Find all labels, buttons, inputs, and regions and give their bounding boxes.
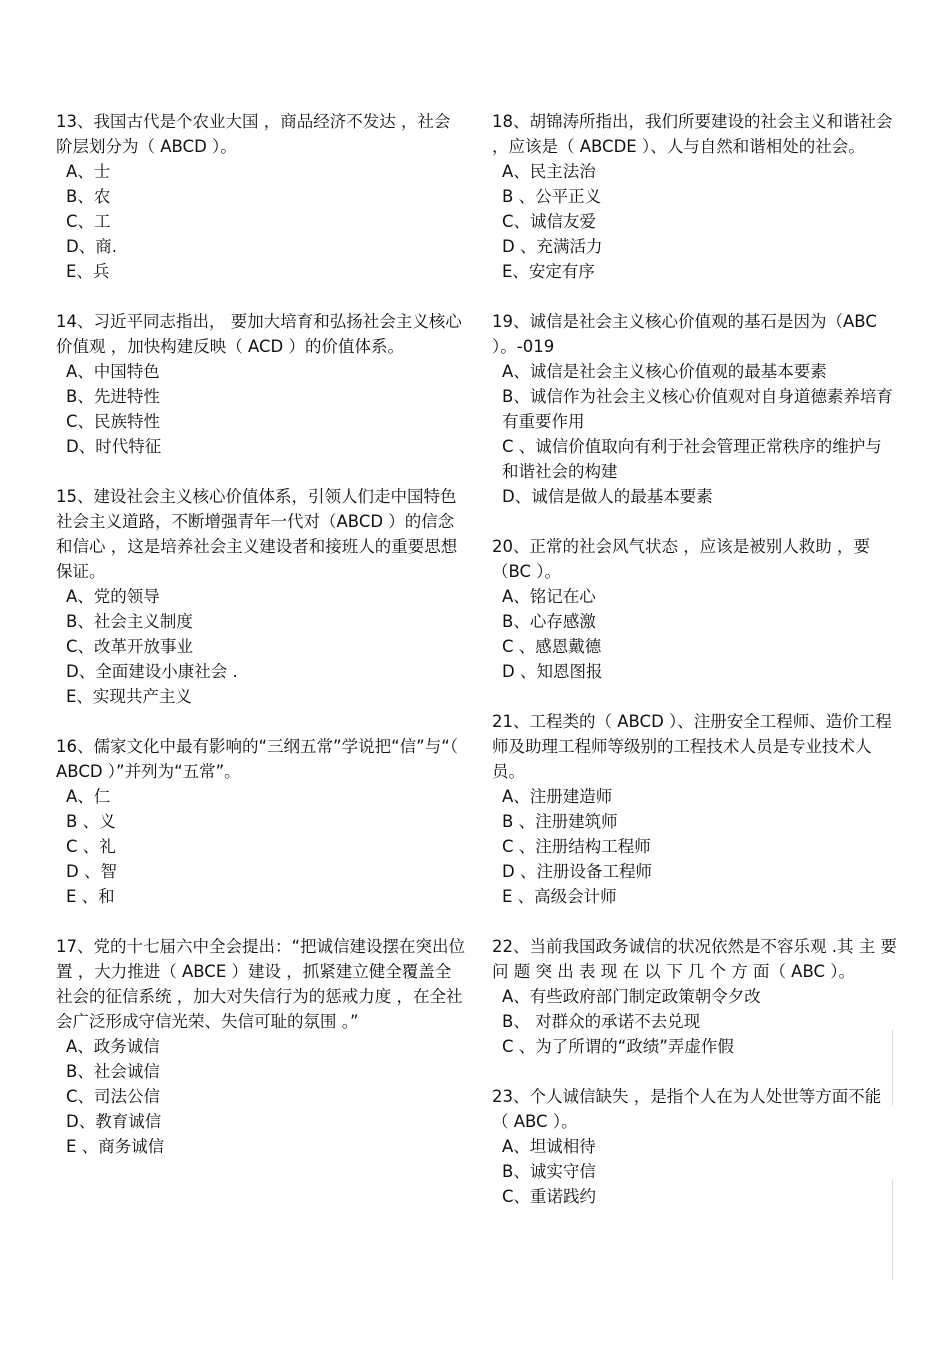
answer-option: C 、为了所谓的“政绩”弄虚作假 bbox=[502, 1037, 734, 1056]
question-block bbox=[56, 934, 466, 1159]
question-block bbox=[492, 109, 897, 284]
answer-option: C、改革开放事业 bbox=[66, 637, 194, 656]
answer-option: D、全面建设小康社会 . bbox=[66, 662, 238, 681]
answer-option: D、诚信是做人的最基本要素 bbox=[502, 487, 713, 506]
answer-option: B 、公平正义 bbox=[502, 187, 602, 206]
question-block bbox=[56, 109, 466, 284]
answer-option: D 、知恩图报 bbox=[502, 662, 603, 681]
answer-option: C 、诚信价值取向有利于社会管理正常秩序的维护与和谐社会的构建 bbox=[502, 437, 882, 481]
question-stem: 18、胡锦涛所指出，我们所要建设的社会主义和谐社会 ，应该是（ ABCDE ）、人与自然和谐相处的社会。 bbox=[492, 112, 893, 156]
question-stem: 15、建设社会主义核心价值体系，引领人们走中国特色社会主义道路，不断增强青年一代对（ABCD ）的信念和信心 ，这是培养社会主义建设者和接班人的重要思想保证。 bbox=[56, 487, 458, 581]
question-stem: 21、工程类的（ ABCD ）、注册安全工程师、造价工程师及助理工程师等级别的工程技术人员是专业技术人员。 bbox=[492, 712, 892, 781]
question-block bbox=[492, 934, 897, 1059]
question-block bbox=[492, 309, 897, 509]
answer-option: C 、礼 bbox=[66, 837, 116, 856]
answer-option: B、诚实守信 bbox=[502, 1162, 596, 1181]
answer-option: C、诚信友爱 bbox=[502, 212, 597, 231]
answer-option: D 、智 bbox=[66, 862, 117, 881]
answer-option: E 、和 bbox=[66, 887, 115, 906]
answer-option: D 、注册设备工程师 bbox=[502, 862, 652, 881]
answer-option: B、心存感激 bbox=[502, 612, 596, 631]
answer-option: A、民主法治 bbox=[502, 162, 596, 181]
answer-option: A、士 bbox=[66, 162, 111, 181]
answer-option: A、有些政府部门制定政策朝令夕改 bbox=[502, 987, 761, 1006]
answer-option: A、注册建造师 bbox=[502, 787, 613, 806]
question-stem: 19、诚信是社会主义核心价值观的基石是因为（ABC ）。-019 bbox=[492, 312, 877, 356]
answer-option: C 、注册结构工程师 bbox=[502, 837, 651, 856]
question-block bbox=[56, 484, 466, 709]
question-stem: 13、我国古代是个农业大国 ，商品经济不发达 ，社会阶层划分为（ ABCD ）。 bbox=[56, 112, 451, 156]
answer-option: E 、高级会计师 bbox=[502, 887, 617, 906]
answer-option: D、教育诚信 bbox=[66, 1112, 162, 1131]
question-block bbox=[492, 709, 897, 909]
answer-option: A、铭记在心 bbox=[502, 587, 596, 606]
answer-option: A、党的领导 bbox=[66, 587, 160, 606]
question-block bbox=[56, 734, 466, 909]
answer-option: E 、商务诚信 bbox=[66, 1137, 165, 1156]
answer-option: E、安定有序 bbox=[502, 262, 595, 281]
question-stem: 14、习近平同志指出， 要加大培育和弘扬社会主义核心价值观 ，加快构建反映（ ACD ）的价值体系。 bbox=[56, 312, 462, 356]
answer-option: A、诚信是社会主义核心价值观的最基本要素 bbox=[502, 362, 827, 381]
question-stem: 16、儒家文化中最有影响的“三纲五常”学说把“信”与“（ ABCD ）”并列为“五常”。 bbox=[56, 737, 458, 781]
answer-option: B、诚信作为社会主义核心价值观对自身道德素养培育有重要作用 bbox=[502, 387, 893, 431]
answer-option: B、农 bbox=[66, 187, 111, 206]
answer-option: C 、感恩戴德 bbox=[502, 637, 602, 656]
scan-artifact-line bbox=[892, 1030, 893, 1105]
answer-option: C、民族特性 bbox=[66, 412, 161, 431]
answer-option: A、仁 bbox=[66, 787, 111, 806]
question-stem: 23、个人诚信缺失 ，是指个人在为人处世等方面不能（ ABC ）。 bbox=[492, 1087, 882, 1131]
answer-option: C、工 bbox=[66, 212, 111, 231]
answer-option: E、实现共产主义 bbox=[66, 687, 192, 706]
right-column bbox=[492, 109, 897, 1234]
answer-option: C、司法公信 bbox=[66, 1087, 161, 1106]
answer-option: D 、充满活力 bbox=[502, 237, 603, 256]
question-block bbox=[56, 309, 466, 459]
answer-option: A、政务诚信 bbox=[66, 1037, 160, 1056]
left-column bbox=[56, 109, 466, 1184]
question-stem: 17、党的十七届六中全会提出：“把诚信建设摆在突出位置 ，大力推进（ ABCE ）建设 ，抓紧建立健全覆盖全社会的征信系统 ，加大对失信行为的惩戒力度 ，在全社会广泛形成守信光荣、失信可耻的氛围 。” bbox=[56, 937, 466, 1031]
answer-option: D、商. bbox=[66, 237, 117, 256]
answer-option: C、重诺践约 bbox=[502, 1187, 597, 1206]
answer-option: B、社会诚信 bbox=[66, 1062, 160, 1081]
question-block bbox=[492, 534, 897, 684]
answer-option: A、坦诚相待 bbox=[502, 1137, 596, 1156]
question-stem: 20、正常的社会风气状态 ，应该是被别人救助 ，要（BC ）。 bbox=[492, 537, 870, 581]
answer-option: B、先进特性 bbox=[66, 387, 160, 406]
answer-option: B 、注册建筑师 bbox=[502, 812, 618, 831]
answer-option: A、中国特色 bbox=[66, 362, 160, 381]
answer-option: D、时代特征 bbox=[66, 437, 162, 456]
answer-option: E、兵 bbox=[66, 262, 110, 281]
answer-option: B、 对群众的承诺不去兑现 bbox=[502, 1012, 701, 1031]
answer-option: B、社会主义制度 bbox=[66, 612, 193, 631]
question-stem: 22、当前我国政务诚信的状况依然是不容乐观 .其 主 要 问 题 突 出 表 现 在 以 下 几 个 方 面（ ABC ）。 bbox=[492, 937, 897, 981]
scan-artifact-line bbox=[892, 1180, 893, 1280]
answer-option: B 、义 bbox=[66, 812, 116, 831]
question-block bbox=[492, 1084, 897, 1209]
